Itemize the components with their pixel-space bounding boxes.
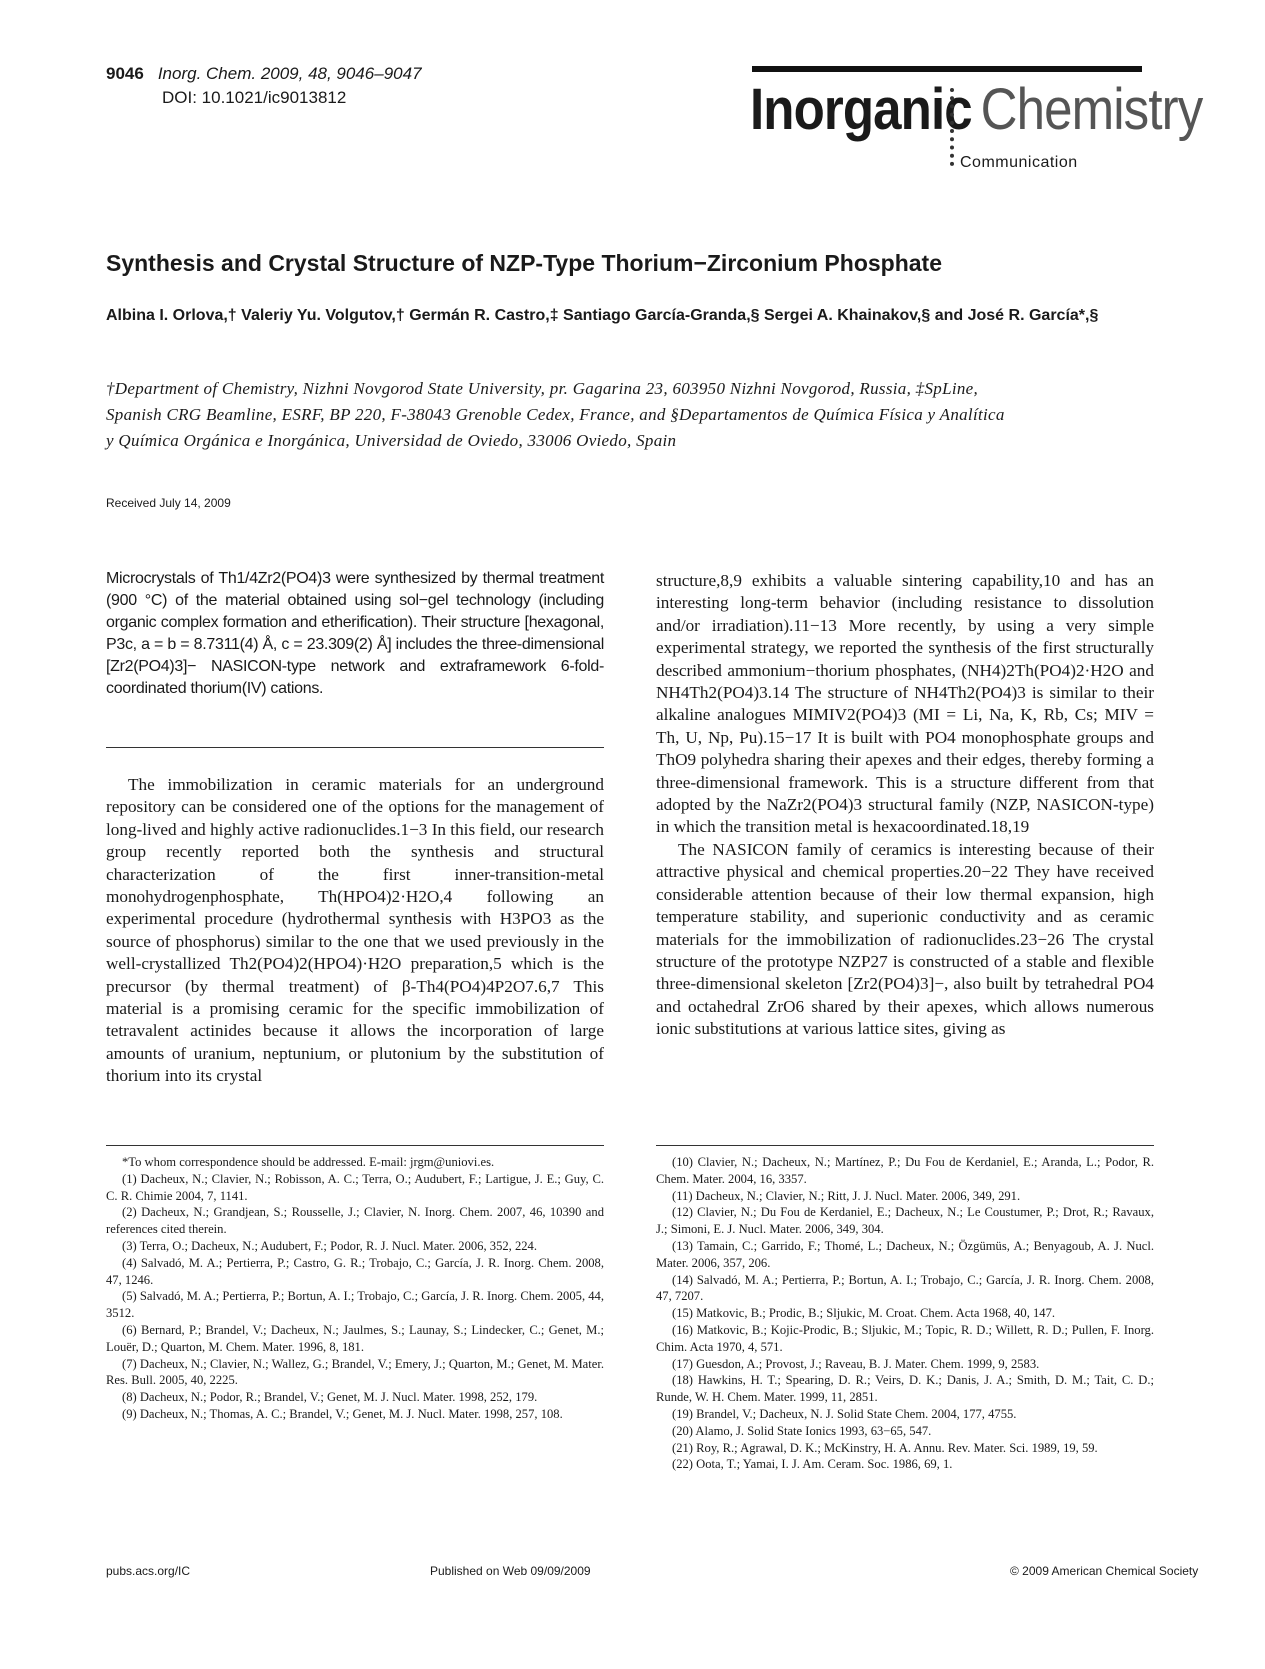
affiliations: †Department of Chemistry, Nizhni Novgorod State University, pr. Gagarina 23, 603950 Nizhni Novgorod, Russia, ‡SpLine, Spanish CRG Beamline, ESRF, BP 220, F-38043 Grenoble Cedex, France, and §Departamentos de Química Física y Analítica y Química Orgánica e Inorgánica, Universidad de Oviedo, 33006 Oviedo, Spain (106, 379, 1005, 450)
doi: DOI: 10.1021/ic9013812 (162, 88, 347, 107)
reference-item: (13) Tamain, C.; Garrido, F.; Thomé, L.; Dacheux, N.; Özgümüs, A.; Benyagoub, A. J. Nucl. Mater. 2006, 357, 206. (656, 1238, 1154, 1270)
reference-item: (20) Alamo, J. Solid State Ionics 1993, 63−65, 547. (672, 1423, 932, 1438)
reference-item: (7) Dacheux, N.; Clavier, N.; Wallez, G.; Brandel, V.; Emery, J.; Quarton, M.; Genet, M. Mater. Res. Bull. 2005, 40, 2225. (106, 1356, 604, 1388)
references-left (106, 1154, 604, 1423)
reference-item: (12) Clavier, N.; Du Fou de Kerdaniel, E.; Dacheux, N.; Le Coustumer, P.; Drot, R.; Ravaux, J.; Simoni, E. J. Nucl. Mater. 2006, 349, 304. (656, 1205, 1154, 1237)
body-left-column (106, 774, 604, 1088)
reference-item: (22) Oota, T.; Yamai, I. J. Am. Ceram. Soc. 1986, 69, 1. (672, 1457, 953, 1472)
reference-item: (15) Matkovic, B.; Prodic, B.; Sljukic, M. Croat. Chem. Acta 1968, 40, 147. (672, 1306, 1056, 1321)
abstract-divider (106, 747, 604, 748)
reference-item: (3) Terra, O.; Dacheux, N.; Audubert, F.; Podor, R. J. Nucl. Mater. 2006, 352, 224. (122, 1238, 538, 1253)
footnote-divider-right (656, 1145, 1154, 1146)
reference-item: (14) Salvadó, M. A.; Pertierra, P.; Bortun, A. I.; Trobajo, C.; García, J. R. Inorg. Chem. 2008, 47, 7207. (656, 1272, 1154, 1304)
running-header (106, 62, 422, 110)
journal-citation: Inorg. Chem. 2009, 48, 9046–9047 (157, 64, 422, 83)
reference-item: (6) Bernard, P.; Brandel, V.; Dacheux, N.; Jaulmes, S.; Launay, S.; Lindecker, C.; Genet, M.; Louër, D.; Quarton, M. Chem. Mater. 1996, 8, 181. (106, 1322, 604, 1354)
logo-subtitle: Communication (960, 154, 1078, 171)
reference-item: *To whom correspondence should be addressed. E-mail: jrgm@uniovi.es. (122, 1155, 495, 1169)
page-number: 9046 (106, 64, 144, 83)
article-title: Synthesis and Crystal Structure of NZP-Type Thorium−Zirconium Phosphate (106, 250, 943, 276)
footer-copyright: © 2009 American Chemical Society (1010, 1564, 1199, 1578)
received-date: Received July 14, 2009 (106, 496, 231, 510)
logo-separator (950, 88, 958, 166)
journal-logo (750, 70, 1202, 150)
logo-word-chemistry: Chemistry (980, 77, 1203, 142)
footnote-divider-left (106, 1145, 604, 1146)
body-paragraph: The NASICON family of ceramics is interesting because of their attractive physical and chemical properties.20−22 They have received considerable attention because of their low thermal expansion, high temperature stability, and superionic conductivity and as ceramic materials for the immobilization of radionuclides.23−26 The crystal structure of the prototype NZP27 is constructed of a stable and flexible three-dimensional skeleton [Zr2(PO4)3]−, also built by tetrahedral PO4 and octahedral ZrO6 shared by their apexes, which allows numerous ionic substitutions at various lattice sites, giving as (656, 839, 1154, 1039)
reference-item: (16) Matkovic, B.; Kojic-Prodic, B.; Sljukic, M.; Topic, R. D.; Willett, R. D.; Pullen, F. Inorg. Chim. Acta 1970, 4, 571. (656, 1322, 1154, 1354)
logo-word-inorganic: Inorganic (750, 77, 972, 142)
author-list: Albina I. Orlova,† Valeriy Yu. Volgutov,† Germán R. Castro,‡ Santiago García-Granda,§ Sergei A. Khainakov,§ and José R. García*,§ (106, 307, 1099, 324)
references-right (656, 1154, 1154, 1473)
reference-item: (5) Salvadó, M. A.; Pertierra, P.; Bortun, A. I.; Trobajo, C.; García, J. R. Inorg. Chem. 2005, 44, 3512. (106, 1289, 604, 1321)
reference-item: (11) Dacheux, N.; Clavier, N.; Ritt, J. J. Nucl. Mater. 2006, 349, 291. (672, 1188, 1021, 1203)
body-right-column (656, 570, 1154, 1041)
reference-item: (9) Dacheux, N.; Thomas, A. C.; Brandel, V.; Genet, M. J. Nucl. Mater. 1998, 257, 108. (122, 1406, 563, 1421)
reference-item: (4) Salvadó, M. A.; Pertierra, P.; Castro, G. R.; Trobajo, C.; García, J. R. Inorg. Chem. 2008, 47, 1246. (106, 1255, 604, 1287)
reference-item: (2) Dacheux, N.; Grandjean, S.; Rousselle, J.; Clavier, N. Inorg. Chem. 2007, 46, 10390 and references cited therein. (106, 1205, 604, 1237)
reference-item: (17) Guesdon, A.; Provost, J.; Raveau, B. J. Mater. Chem. 1999, 9, 2583. (672, 1356, 1040, 1371)
body-paragraph: structure,8,9 exhibits a valuable sintering capability,10 and has an interesting long-term behavior (including resistance to dissolution and/or irradiation).11−13 More recently, by using a very simple experimental strategy, we reported the synthesis of the first structurally described ammonium−thorium phosphates, (NH4)2Th(PO4)2·H2O and NH4Th2(PO4)3.14 The structure of NH4Th2(PO4)3 is similar to their alkaline analogues MIMIV2(PO4)3 (MI = Li, Na, K, Rb, Cs; MIV = Th, U, Np, Pu).15−17 It is built with PO4 monophosphate groups and ThO9 polyhedra sharing their apexes and their edges, thereby forming a three-dimensional framework. This is a structure different from that adopted by the NaZr2(PO4)3 structural family (NZP, NASICON-type) in which the transition metal is hexacoordinated.18,19 (656, 571, 1154, 837)
footer-url[interactable]: pubs.acs.org/IC (106, 1564, 191, 1578)
reference-item: (21) Roy, R.; Agrawal, D. K.; McKinstry, H. A. Annu. Rev. Mater. Sci. 1989, 19, 59. (672, 1440, 1098, 1455)
footer-published: Published on Web 09/09/2009 (430, 1564, 591, 1578)
reference-item: (8) Dacheux, N.; Podor, R.; Brandel, V.; Genet, M. J. Nucl. Mater. 1998, 252, 179. (122, 1390, 538, 1405)
abstract: Microcrystals of Th1/4Zr2(PO4)3 were synthesized by thermal treatment (900 °C) of the material obtained using sol−gel technology (including organic complex formation and etherification). Their structure [hexagonal, P3c, a = b = 8.7311(4) Å, c = 23.309(2) Å] includes the three-dimensional [Zr2(PO4)3]− NASICON-type network and extraframework 6-fold-coordinated thorium(IV) cations. (106, 570, 604, 697)
reference-item: (10) Clavier, N.; Dacheux, N.; Martínez, P.; Du Fou de Kerdaniel, E.; Aranda, L.; Podor, R. Chem. Mater. 2004, 16, 3357. (656, 1155, 1154, 1186)
reference-item: (19) Brandel, V.; Dacheux, N. J. Solid State Chem. 2004, 177, 4755. (672, 1406, 1017, 1421)
reference-item: (1) Dacheux, N.; Clavier, N.; Robisson, A. C.; Terra, O.; Audubert, F.; Lartigue, J. E.; Guy, C. C. R. Chimie 2004, 7, 1141. (106, 1171, 604, 1203)
body-paragraph: The immobilization in ceramic materials for an underground repository can be considered one of the options for the management of long-lived and highly active radionuclides.1−3 In this field, our research group recently reported both the synthesis and structural characterization of the first inner-transition-metal monohydrogenphosphate, Th(HPO4)2·H2O,4 following an experimental procedure (hydrothermal synthesis with H3PO3 as the source of phosphorus) similar to the one that we used previously in the well-crystallized Th2(PO4)2(HPO4)·H2O preparation,5 which is the precursor (by thermal treatment) of β-Th4(PO4)4P2O7.6,7 This material is a promising ceramic for the specific immobilization of tetravalent actinides because it allows the incorporation of large amounts of uranium, neptunium, or plutonium by the substitution of thorium into its crystal (106, 775, 604, 1086)
reference-item: (18) Hawkins, H. T.; Spearing, D. R.; Veirs, D. K.; Danis, J. A.; Smith, D. M.; Tait, C. D.; Runde, W. H. Chem. Mater. 1999, 11, 2851. (656, 1373, 1154, 1405)
